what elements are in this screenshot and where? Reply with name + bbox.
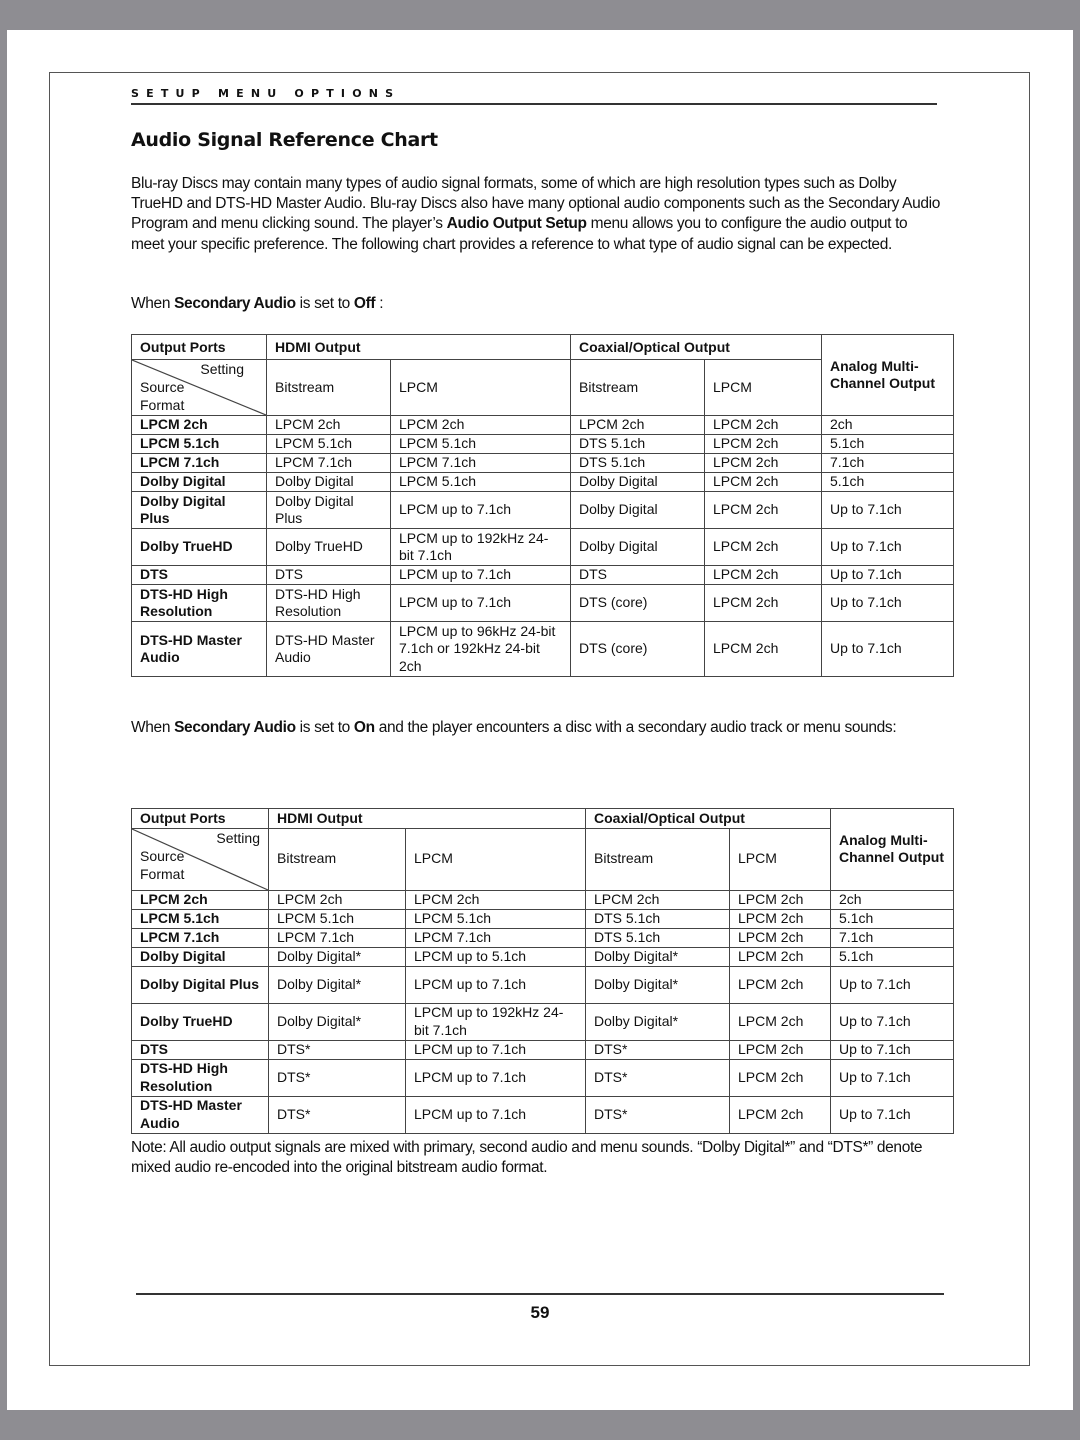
analog-output-cell: Up to 7.1ch — [831, 1040, 954, 1059]
secondary-audio-on-caption — [131, 718, 943, 738]
coax-bitstream-cell: DTS 5.1ch — [571, 454, 705, 473]
source-format-cell: DTS-HD High Resolution — [132, 1059, 269, 1096]
source-label: Source — [140, 379, 185, 395]
hdmi-lpcm-cell: LPCM 5.1ch — [391, 435, 571, 454]
coax-lpcm-cell: LPCM 2ch — [730, 947, 831, 966]
source-format-cell: LPCM 7.1ch — [132, 928, 269, 947]
setting-value: On — [353, 719, 375, 736]
coax-bitstream-cell: DTS* — [586, 1040, 730, 1059]
table-row — [132, 622, 954, 677]
analog-output-cell: 5.1ch — [822, 435, 954, 454]
intro-text: Blu-ray Discs may contain many types of audio signal formats, some of which are high resolution types such as Dolby TrueHD and DTS-HD Master Audio. Blu-ray Discs also have many optional audio components such as the Secondary Audio Program and menu clicking sound. The player’s — [131, 175, 941, 233]
table-row — [132, 435, 954, 454]
source-format-cell: LPCM 7.1ch — [132, 454, 267, 473]
section-header: SETUP MENU OPTIONS — [131, 87, 401, 100]
format-label: Format — [140, 397, 185, 413]
hdmi-lpcm-cell: LPCM up to 7.1ch — [406, 966, 586, 1003]
coax-lpcm-cell: LPCM 2ch — [705, 454, 822, 473]
source-format-cell: LPCM 5.1ch — [132, 435, 267, 454]
source-format-cell: DTS — [132, 566, 267, 585]
analog-output-cell: Up to 7.1ch — [822, 622, 954, 677]
source-format-cell: Dolby Digital — [132, 473, 267, 492]
hdmi-bitstream-cell: DTS* — [269, 1096, 406, 1133]
caption-text: When — [131, 719, 175, 736]
hdmi-lpcm-header: LPCM — [391, 360, 571, 416]
table-row — [132, 890, 954, 909]
hdmi-bitstream-cell: DTS-HD Master Audio — [267, 622, 391, 677]
hdmi-bitstream-header: Bitstream — [267, 360, 391, 416]
hdmi-lpcm-cell: LPCM up to 192kHz 24-bit 7.1ch — [406, 1003, 586, 1040]
coax-lpcm-cell: LPCM 2ch — [705, 622, 822, 677]
caption-text: : — [375, 295, 384, 312]
coax-bitstream-cell: Dolby Digital* — [586, 947, 730, 966]
coax-bitstream-cell: DTS 5.1ch — [571, 435, 705, 454]
coax-lpcm-cell: LPCM 2ch — [705, 566, 822, 585]
caption-text: is set to — [295, 295, 354, 312]
hdmi-bitstream-cell: Dolby Digital — [267, 473, 391, 492]
analog-output-cell: Up to 7.1ch — [831, 1096, 954, 1133]
hdmi-bitstream-cell: LPCM 5.1ch — [269, 909, 406, 928]
coax-bitstream-header: Bitstream — [571, 360, 705, 416]
hdmi-bitstream-cell: LPCM 2ch — [269, 890, 406, 909]
hdmi-bitstream-cell: Dolby TrueHD — [267, 529, 391, 566]
intro-text-cont: menu allows you to configure the audio output to meet your specific preference. The following chart provides a reference to what type of audio signal can be expected. — [131, 215, 908, 253]
setting-name: Secondary Audio — [174, 295, 296, 312]
analog-output-header: Analog Multi-Channel Output — [831, 809, 954, 891]
hdmi-bitstream-cell: Dolby Digital Plus — [267, 492, 391, 529]
coax-lpcm-cell: LPCM 2ch — [705, 473, 822, 492]
hdmi-bitstream-cell: LPCM 7.1ch — [267, 454, 391, 473]
analog-output-cell: Up to 7.1ch — [822, 566, 954, 585]
table-row — [132, 1096, 954, 1133]
format-label: Format — [140, 865, 185, 882]
hdmi-lpcm-cell: LPCM up to 5.1ch — [406, 947, 586, 966]
source-format-cell: Dolby TrueHD — [132, 529, 267, 566]
hdmi-lpcm-cell: LPCM up to 7.1ch — [391, 492, 571, 529]
setting-label: Setting — [200, 361, 244, 377]
table-row — [132, 1040, 954, 1059]
coax-bitstream-cell: DTS (core) — [571, 622, 705, 677]
analog-output-cell: 5.1ch — [831, 909, 954, 928]
hdmi-lpcm-cell: LPCM up to 7.1ch — [406, 1096, 586, 1133]
source-format-cell: DTS — [132, 1040, 269, 1059]
hdmi-bitstream-cell: Dolby Digital* — [269, 947, 406, 966]
hdmi-lpcm-header: LPCM — [406, 828, 586, 890]
table-subheader-row — [132, 828, 954, 890]
coax-lpcm-cell: LPCM 2ch — [705, 529, 822, 566]
source-format-cell: Dolby TrueHD — [132, 1003, 269, 1040]
hdmi-lpcm-cell: LPCM 7.1ch — [391, 454, 571, 473]
secondary-audio-off-table — [131, 334, 954, 677]
hdmi-lpcm-cell: LPCM 5.1ch — [391, 473, 571, 492]
caption-text: When — [131, 295, 175, 312]
source-format-cell: LPCM 2ch — [132, 890, 269, 909]
hdmi-bitstream-cell: Dolby Digital* — [269, 1003, 406, 1040]
hdmi-bitstream-cell: LPCM 2ch — [267, 416, 391, 435]
analog-output-cell: 2ch — [822, 416, 954, 435]
footnote: Note: All audio output signals are mixed with primary, second audio and menu sounds. “Dolby Digital*” and “DTS*” denote mixed audio re-encoded into the original bitstream audio format. — [131, 1139, 923, 1177]
hdmi-lpcm-cell: LPCM up to 7.1ch — [391, 585, 571, 622]
hdmi-lpcm-cell: LPCM 2ch — [406, 890, 586, 909]
hdmi-lpcm-cell: LPCM up to 7.1ch — [391, 566, 571, 585]
coax-bitstream-cell: LPCM 2ch — [571, 416, 705, 435]
setting-value: Off — [353, 295, 376, 312]
hdmi-bitstream-cell: DTS-HD High Resolution — [267, 585, 391, 622]
hdmi-bitstream-cell: LPCM 5.1ch — [267, 435, 391, 454]
coaxial-optical-output-header: Coaxial/Optical Output — [586, 809, 831, 829]
secondary-audio-on-table — [131, 808, 954, 1134]
table-row — [132, 473, 954, 492]
source-format-cell: DTS-HD Master Audio — [132, 1096, 269, 1133]
setting-source-format-cell — [132, 828, 269, 890]
analog-output-cell: Up to 7.1ch — [822, 529, 954, 566]
header-divider — [131, 103, 937, 105]
hdmi-lpcm-cell: LPCM up to 7.1ch — [406, 1059, 586, 1096]
coax-bitstream-cell: DTS — [571, 566, 705, 585]
coax-lpcm-cell: LPCM 2ch — [705, 492, 822, 529]
hdmi-bitstream-cell: DTS* — [269, 1040, 406, 1059]
coax-lpcm-cell: LPCM 2ch — [730, 1040, 831, 1059]
page-number: 59 — [530, 1303, 550, 1322]
table-row — [132, 566, 954, 585]
coax-bitstream-cell: Dolby Digital — [571, 492, 705, 529]
hdmi-lpcm-cell: LPCM up to 96kHz 24-bit 7.1ch or 192kHz 24-bit 2ch — [391, 622, 571, 677]
coax-bitstream-cell: Dolby Digital* — [586, 1003, 730, 1040]
hdmi-bitstream-cell: LPCM 7.1ch — [269, 928, 406, 947]
table-header-row — [132, 809, 954, 829]
source-format-cell: DTS-HD High Resolution — [132, 585, 267, 622]
analog-output-cell: Up to 7.1ch — [831, 966, 954, 1003]
table-row — [132, 928, 954, 947]
table-row — [132, 1059, 954, 1096]
source-label: Source — [140, 847, 185, 864]
source-format-cell: Dolby Digital — [132, 947, 269, 966]
coax-bitstream-cell: DTS (core) — [571, 585, 705, 622]
analog-output-cell: Up to 7.1ch — [831, 1003, 954, 1040]
coax-lpcm-cell: LPCM 2ch — [705, 435, 822, 454]
source-format-cell: LPCM 5.1ch — [132, 909, 269, 928]
analog-output-cell: 2ch — [831, 890, 954, 909]
hdmi-lpcm-cell: LPCM 2ch — [391, 416, 571, 435]
coax-lpcm-cell: LPCM 2ch — [730, 890, 831, 909]
table-header-row — [132, 335, 954, 360]
table-row — [132, 492, 954, 529]
analog-output-cell: 5.1ch — [831, 947, 954, 966]
source-format-cell: DTS-HD Master Audio — [132, 622, 267, 677]
footer-divider — [136, 1293, 944, 1295]
intro-paragraph — [131, 174, 943, 255]
coax-bitstream-cell: DTS* — [586, 1059, 730, 1096]
hdmi-output-header: HDMI Output — [267, 335, 571, 360]
table-row — [132, 947, 954, 966]
coax-lpcm-header: LPCM — [730, 828, 831, 890]
audio-output-setup-term: Audio Output Setup — [446, 215, 587, 233]
hdmi-bitstream-cell: DTS* — [269, 1059, 406, 1096]
analog-output-cell: 7.1ch — [822, 454, 954, 473]
coax-bitstream-cell: Dolby Digital* — [586, 966, 730, 1003]
output-ports-header: Output Ports — [132, 809, 269, 829]
coax-lpcm-cell: LPCM 2ch — [730, 966, 831, 1003]
table-row — [132, 909, 954, 928]
table-row — [132, 966, 954, 1003]
hdmi-bitstream-cell: DTS — [267, 566, 391, 585]
hdmi-lpcm-cell: LPCM 5.1ch — [406, 909, 586, 928]
source-format-cell: Dolby Digital Plus — [132, 492, 267, 529]
analog-output-cell: Up to 7.1ch — [822, 585, 954, 622]
coax-lpcm-cell: LPCM 2ch — [730, 1003, 831, 1040]
coax-lpcm-cell: LPCM 2ch — [730, 928, 831, 947]
hdmi-bitstream-cell: Dolby Digital* — [269, 966, 406, 1003]
coax-lpcm-header: LPCM — [705, 360, 822, 416]
coax-lpcm-cell: LPCM 2ch — [730, 1059, 831, 1096]
coax-bitstream-cell: LPCM 2ch — [586, 890, 730, 909]
source-format-cell: LPCM 2ch — [132, 416, 267, 435]
setting-name: Secondary Audio — [174, 719, 296, 736]
coax-bitstream-cell: DTS 5.1ch — [586, 928, 730, 947]
hdmi-lpcm-cell: LPCM up to 7.1ch — [406, 1040, 586, 1059]
hdmi-output-header: HDMI Output — [269, 809, 586, 829]
source-format-cell: Dolby Digital Plus — [132, 966, 269, 1003]
table-row — [132, 585, 954, 622]
analog-output-cell: Up to 7.1ch — [831, 1059, 954, 1096]
analog-output-cell: Up to 7.1ch — [822, 492, 954, 529]
caption-text: and the player encounters a disc with a secondary audio track or menu sounds: — [374, 719, 897, 736]
coax-lpcm-cell: LPCM 2ch — [705, 585, 822, 622]
output-ports-header: Output Ports — [132, 335, 267, 360]
coax-lpcm-cell: LPCM 2ch — [730, 909, 831, 928]
hdmi-lpcm-cell: LPCM up to 192kHz 24-bit 7.1ch — [391, 529, 571, 566]
coax-bitstream-header: Bitstream — [586, 828, 730, 890]
caption-text: is set to — [295, 719, 354, 736]
secondary-audio-off-caption — [131, 294, 943, 314]
coax-lpcm-cell: LPCM 2ch — [705, 416, 822, 435]
analog-output-cell: 7.1ch — [831, 928, 954, 947]
hdmi-bitstream-header: Bitstream — [269, 828, 406, 890]
coax-bitstream-cell: DTS* — [586, 1096, 730, 1133]
analog-output-header: Analog Multi-Channel Output — [822, 335, 954, 416]
coax-lpcm-cell: LPCM 2ch — [730, 1096, 831, 1133]
coax-bitstream-cell: Dolby Digital — [571, 529, 705, 566]
hdmi-lpcm-cell: LPCM 7.1ch — [406, 928, 586, 947]
table-row — [132, 1003, 954, 1040]
setting-label: Setting — [216, 829, 260, 846]
table-row — [132, 529, 954, 566]
coaxial-optical-output-header: Coaxial/Optical Output — [571, 335, 822, 360]
setting-source-format-cell — [132, 360, 267, 416]
coax-bitstream-cell: DTS 5.1ch — [586, 909, 730, 928]
coax-bitstream-cell: Dolby Digital — [571, 473, 705, 492]
page-title: Audio Signal Reference Chart — [131, 129, 438, 151]
table-row — [132, 454, 954, 473]
analog-output-cell: 5.1ch — [822, 473, 954, 492]
table-row — [132, 416, 954, 435]
